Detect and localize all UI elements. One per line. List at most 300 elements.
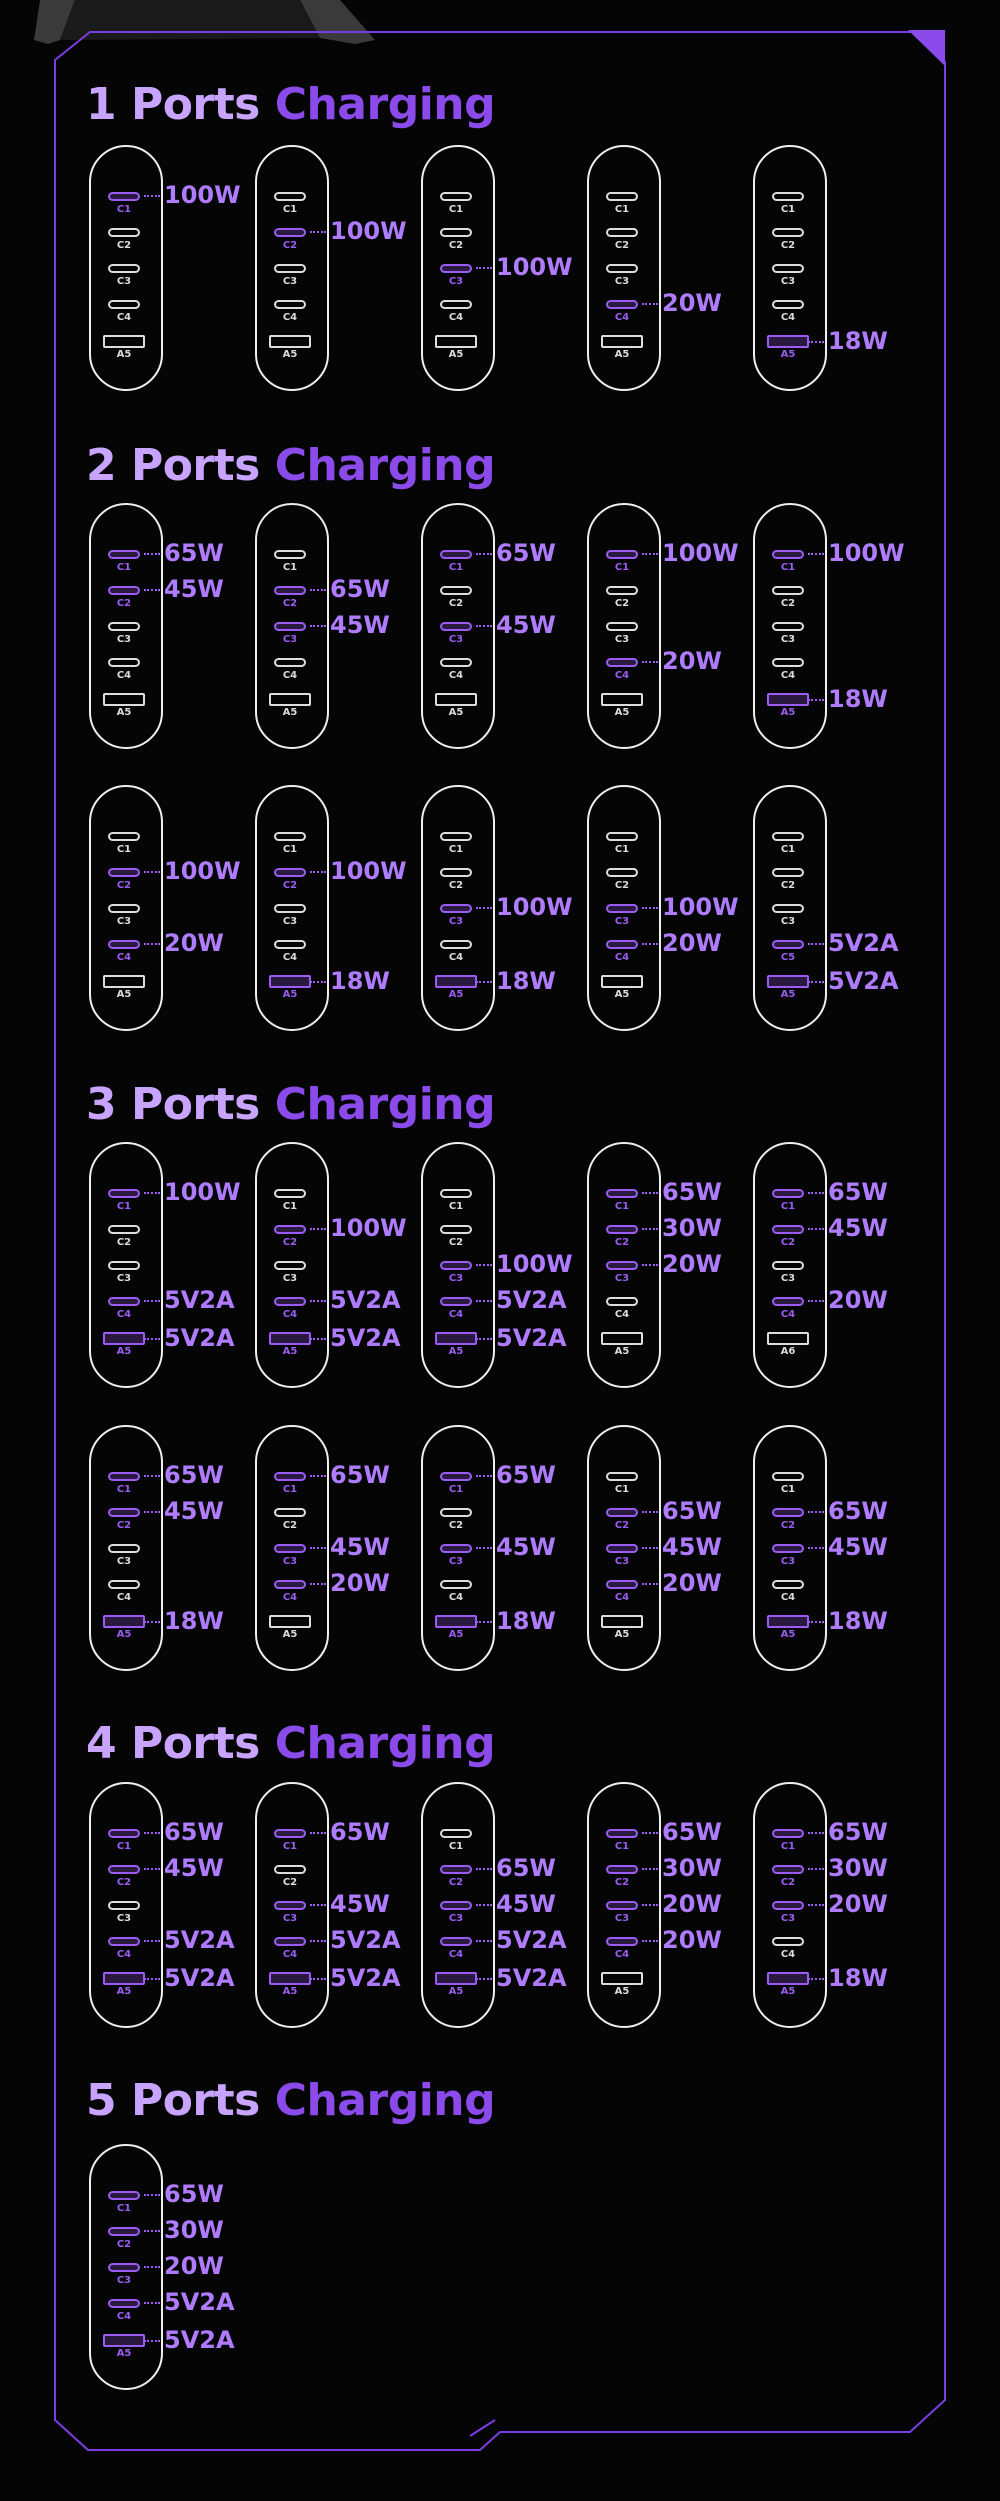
output-value: 5V2A [330, 1964, 401, 1992]
output-value: 100W [496, 893, 573, 921]
section-title-main: Ports [130, 1079, 260, 1130]
leader-line [476, 1264, 492, 1266]
leader-line [310, 1904, 326, 1906]
usb-c-port-icon [274, 658, 306, 667]
section-title-accent: Charging [274, 1718, 496, 1769]
leader-line [642, 1192, 658, 1194]
leader-line [808, 1978, 824, 1980]
output-value: 20W [828, 1286, 888, 1314]
port-label: C1 [780, 844, 796, 855]
section-port-count: 2 [86, 440, 117, 491]
section-port-count: 5 [86, 2075, 117, 2126]
port-label: C2 [282, 1520, 298, 1531]
port-label: A5 [116, 1629, 132, 1640]
charger-diagram [750, 1782, 930, 2032]
port-label: C1 [614, 1841, 630, 1852]
output-value: 5V2A [828, 967, 899, 995]
usb-a-port-icon [269, 693, 311, 706]
output-value: 20W [662, 647, 722, 675]
output-value: 45W [164, 1854, 224, 1882]
usb-c-port-icon [108, 904, 140, 913]
usb-c-port-icon [772, 1508, 804, 1517]
leader-line [310, 1338, 326, 1340]
leader-line [642, 1904, 658, 1906]
output-value: 45W [330, 1890, 390, 1918]
leader-line [144, 1868, 160, 1870]
charger-diagram [252, 1142, 432, 1392]
port-label: C4 [448, 1949, 464, 1960]
leader-line [144, 553, 160, 555]
port-label: C4 [448, 312, 464, 323]
port-label: C2 [282, 598, 298, 609]
usb-c-port-icon [772, 300, 804, 309]
port-label: C2 [614, 598, 630, 609]
usb-c-port-icon [440, 1901, 472, 1910]
port-label: C4 [614, 1309, 630, 1320]
section-title-accent: Charging [274, 79, 496, 130]
usb-c-port-icon [274, 1472, 306, 1481]
usb-c-port-icon [606, 904, 638, 913]
port-label: C2 [282, 1877, 298, 1888]
leader-line [808, 341, 824, 343]
usb-c-port-icon [108, 1865, 140, 1874]
usb-c-port-icon [274, 1937, 306, 1946]
port-label: C1 [282, 204, 298, 215]
output-value: 100W [164, 1178, 241, 1206]
output-value: 18W [496, 1607, 556, 1635]
port-label: C4 [282, 1592, 298, 1603]
port-label: C1 [780, 204, 796, 215]
output-value: 45W [828, 1533, 888, 1561]
leader-line [642, 1832, 658, 1834]
leader-line [808, 981, 824, 983]
leader-line [144, 943, 160, 945]
usb-a-port-icon [601, 1332, 643, 1345]
port-label: C3 [614, 916, 630, 927]
port-label: A5 [780, 707, 796, 718]
output-value: 65W [828, 1497, 888, 1525]
usb-c-port-icon [440, 832, 472, 841]
port-label: C1 [614, 204, 630, 215]
usb-c-port-icon [440, 1865, 472, 1874]
output-value: 5V2A [330, 1324, 401, 1352]
output-value: 45W [164, 1497, 224, 1525]
port-label: C5 [780, 952, 796, 963]
leader-line [144, 1192, 160, 1194]
port-label: C2 [116, 880, 132, 891]
port-label: C2 [282, 880, 298, 891]
charger-diagram [252, 503, 432, 753]
usb-c-port-icon [772, 1225, 804, 1234]
port-label: A5 [116, 707, 132, 718]
usb-c-port-icon [606, 586, 638, 595]
usb-c-port-icon [772, 264, 804, 273]
leader-line [476, 1338, 492, 1340]
usb-c-port-icon [274, 1261, 306, 1270]
usb-c-port-icon [606, 658, 638, 667]
output-value: 100W [662, 893, 739, 921]
port-label: C2 [116, 1520, 132, 1531]
output-value: 5V2A [164, 1926, 235, 1954]
output-value: 45W [330, 611, 390, 639]
output-value: 20W [164, 2252, 224, 2280]
usb-c-port-icon [772, 1544, 804, 1553]
leader-line [642, 1940, 658, 1942]
leader-line [808, 1621, 824, 1623]
usb-a-port-icon [601, 335, 643, 348]
port-label: A5 [448, 989, 464, 1000]
output-value: 18W [828, 1607, 888, 1635]
port-label: A5 [614, 989, 630, 1000]
output-value: 45W [330, 1533, 390, 1561]
usb-c-port-icon [440, 1225, 472, 1234]
usb-c-port-icon [274, 264, 306, 273]
port-label: C4 [614, 952, 630, 963]
output-value: 18W [828, 327, 888, 355]
usb-c-port-icon [108, 1297, 140, 1306]
usb-c-port-icon [108, 1189, 140, 1198]
section-title-main: Ports [130, 440, 260, 491]
port-label: C1 [614, 844, 630, 855]
output-value: 5V2A [164, 1324, 235, 1352]
usb-a-port-icon [269, 1972, 311, 1985]
section-title [86, 2074, 495, 2128]
output-value: 5V2A [496, 1964, 567, 1992]
port-label: C4 [282, 670, 298, 681]
charger-diagram [584, 503, 764, 753]
usb-c-port-icon [606, 832, 638, 841]
port-label: C3 [116, 1556, 132, 1567]
port-label: A5 [780, 349, 796, 360]
port-label: C2 [780, 1237, 796, 1248]
output-value: 30W [662, 1854, 722, 1882]
output-value: 30W [828, 1854, 888, 1882]
charger-diagram [750, 1142, 930, 1392]
output-value: 18W [828, 1964, 888, 1992]
usb-c-port-icon [606, 1508, 638, 1517]
usb-c-port-icon [108, 2227, 140, 2236]
port-label: C3 [614, 1556, 630, 1567]
leader-line [476, 1300, 492, 1302]
output-value: 20W [828, 1890, 888, 1918]
usb-c-port-icon [108, 1508, 140, 1517]
output-value: 65W [164, 539, 224, 567]
usb-c-port-icon [108, 550, 140, 559]
leader-line [144, 1475, 160, 1477]
leader-line [476, 553, 492, 555]
usb-c-port-icon [108, 1580, 140, 1589]
port-label: C3 [116, 1273, 132, 1284]
port-label: C3 [448, 1273, 464, 1284]
output-value: 5V2A [330, 1286, 401, 1314]
output-value: 18W [828, 685, 888, 713]
usb-c-port-icon [108, 1261, 140, 1270]
output-value: 65W [662, 1178, 722, 1206]
charger-diagram [750, 145, 930, 395]
usb-c-port-icon [772, 940, 804, 949]
port-label: C2 [448, 1237, 464, 1248]
port-label: A5 [282, 1986, 298, 1997]
port-label: C2 [116, 1237, 132, 1248]
usb-c-port-icon [606, 1901, 638, 1910]
output-value: 30W [164, 2216, 224, 2244]
leader-line [642, 303, 658, 305]
leader-line [310, 589, 326, 591]
port-label: C2 [116, 598, 132, 609]
leader-line [310, 1940, 326, 1942]
usb-a-port-icon [435, 1332, 477, 1345]
usb-a-port-icon [767, 975, 809, 988]
usb-a-port-icon [103, 335, 145, 348]
usb-c-port-icon [440, 1508, 472, 1517]
port-label: C3 [116, 634, 132, 645]
charger-diagram [252, 145, 432, 395]
section-title-accent: Charging [274, 1079, 496, 1130]
leader-line [310, 871, 326, 873]
usb-c-port-icon [772, 1865, 804, 1874]
usb-c-port-icon [274, 1901, 306, 1910]
leader-line [144, 1300, 160, 1302]
usb-c-port-icon [440, 1261, 472, 1270]
leader-line [310, 1978, 326, 1980]
section-port-count: 3 [86, 1079, 117, 1130]
port-label: C2 [780, 880, 796, 891]
usb-a-port-icon [103, 1615, 145, 1628]
usb-c-port-icon [772, 1189, 804, 1198]
port-label: C2 [780, 1877, 796, 1888]
port-label: A5 [116, 349, 132, 360]
output-value: 45W [496, 1890, 556, 1918]
leader-line [808, 1300, 824, 1302]
leader-line [642, 907, 658, 909]
output-value: 20W [662, 1926, 722, 1954]
port-label: C1 [116, 844, 132, 855]
usb-c-port-icon [108, 832, 140, 841]
usb-c-port-icon [274, 868, 306, 877]
output-value: 65W [164, 1461, 224, 1489]
charger-diagram [418, 785, 598, 1035]
leader-line [808, 943, 824, 945]
leader-line [808, 1904, 824, 1906]
port-label: C4 [780, 312, 796, 323]
usb-c-port-icon [440, 228, 472, 237]
usb-c-port-icon [274, 300, 306, 309]
usb-a-port-icon [435, 1615, 477, 1628]
port-label: C1 [614, 1484, 630, 1495]
leader-line [310, 981, 326, 983]
output-value: 30W [662, 1214, 722, 1242]
usb-a-port-icon [767, 335, 809, 348]
charger-diagram [86, 2144, 266, 2394]
port-label: C2 [780, 598, 796, 609]
port-label: C1 [282, 1841, 298, 1852]
usb-c-port-icon [772, 832, 804, 841]
leader-line [808, 1547, 824, 1549]
charger-diagram [86, 1782, 266, 2032]
port-label: C3 [614, 1273, 630, 1284]
leader-line [642, 1868, 658, 1870]
port-label: C4 [614, 1592, 630, 1603]
section-title [86, 1717, 495, 1771]
leader-line [144, 2194, 160, 2196]
charger-diagram [584, 1425, 764, 1675]
output-value: 65W [828, 1178, 888, 1206]
output-value: 20W [330, 1569, 390, 1597]
port-label: C1 [116, 562, 132, 573]
port-label: C1 [780, 562, 796, 573]
output-value: 18W [496, 967, 556, 995]
usb-c-port-icon [274, 192, 306, 201]
port-label: C4 [116, 2311, 132, 2322]
usb-c-port-icon [606, 1829, 638, 1838]
port-label: C3 [614, 276, 630, 287]
usb-c-port-icon [440, 1472, 472, 1481]
usb-a-port-icon [103, 2334, 145, 2347]
port-label: A5 [448, 1986, 464, 1997]
usb-c-port-icon [274, 1544, 306, 1553]
output-value: 5V2A [828, 929, 899, 957]
port-label: C2 [614, 1877, 630, 1888]
usb-c-port-icon [772, 228, 804, 237]
port-label: C2 [448, 880, 464, 891]
usb-a-port-icon [269, 335, 311, 348]
usb-a-port-icon [767, 1615, 809, 1628]
usb-c-port-icon [108, 1901, 140, 1910]
port-label: C1 [780, 1484, 796, 1495]
leader-line [144, 2230, 160, 2232]
leader-line [310, 625, 326, 627]
port-label: C3 [780, 1556, 796, 1567]
leader-line [476, 625, 492, 627]
output-value: 5V2A [164, 2326, 235, 2354]
usb-c-port-icon [606, 550, 638, 559]
port-label: A5 [116, 1986, 132, 1997]
port-label: C1 [448, 1841, 464, 1852]
leader-line [144, 871, 160, 873]
usb-c-port-icon [440, 1937, 472, 1946]
port-label: A6 [780, 1346, 796, 1357]
output-value: 5V2A [496, 1286, 567, 1314]
usb-c-port-icon [606, 1189, 638, 1198]
port-label: C1 [448, 1201, 464, 1212]
charger-diagram [86, 785, 266, 1035]
usb-c-port-icon [274, 622, 306, 631]
charger-diagram [252, 1425, 432, 1675]
leader-line [310, 1832, 326, 1834]
port-label: A5 [282, 1629, 298, 1640]
leader-line [144, 1832, 160, 1834]
usb-c-port-icon [440, 658, 472, 667]
output-value: 100W [330, 217, 407, 245]
usb-c-port-icon [772, 586, 804, 595]
usb-c-port-icon [274, 1297, 306, 1306]
port-label: C1 [614, 1201, 630, 1212]
port-label: C2 [448, 598, 464, 609]
leader-line [476, 1978, 492, 1980]
usb-c-port-icon [440, 868, 472, 877]
output-value: 45W [662, 1533, 722, 1561]
leader-line [144, 589, 160, 591]
output-value: 45W [828, 1214, 888, 1242]
leader-line [310, 1547, 326, 1549]
port-label: C4 [282, 952, 298, 963]
output-value: 5V2A [496, 1926, 567, 1954]
leader-line [476, 1868, 492, 1870]
output-value: 100W [330, 1214, 407, 1242]
leader-line [642, 1547, 658, 1549]
leader-line [476, 1940, 492, 1942]
usb-c-port-icon [440, 586, 472, 595]
output-value: 65W [496, 1854, 556, 1882]
port-label: A5 [780, 1629, 796, 1640]
usb-c-port-icon [440, 1829, 472, 1838]
output-value: 65W [662, 1818, 722, 1846]
port-label: C1 [448, 562, 464, 573]
port-label: C3 [780, 276, 796, 287]
section-title-main: Ports [130, 2075, 260, 2126]
usb-c-port-icon [440, 1297, 472, 1306]
port-label: C1 [116, 204, 132, 215]
output-value: 5V2A [330, 1926, 401, 1954]
usb-c-port-icon [108, 586, 140, 595]
charger-diagram [750, 785, 930, 1035]
usb-a-port-icon [269, 1615, 311, 1628]
usb-c-port-icon [440, 622, 472, 631]
leader-line [310, 231, 326, 233]
port-label: C4 [116, 1309, 132, 1320]
port-label: C4 [282, 312, 298, 323]
usb-c-port-icon [772, 1580, 804, 1589]
usb-c-port-icon [108, 1937, 140, 1946]
output-value: 45W [496, 611, 556, 639]
output-value: 65W [828, 1818, 888, 1846]
port-label: C1 [282, 562, 298, 573]
output-value: 100W [330, 857, 407, 885]
port-label: C3 [116, 1913, 132, 1924]
port-label: A5 [116, 2348, 132, 2359]
port-label: C4 [116, 952, 132, 963]
usb-c-port-icon [772, 868, 804, 877]
leader-line [144, 1978, 160, 1980]
leader-line [642, 1264, 658, 1266]
leader-line [144, 1621, 160, 1623]
output-value: 5V2A [496, 1324, 567, 1352]
usb-c-port-icon [108, 868, 140, 877]
port-label: C1 [448, 204, 464, 215]
port-label: C4 [116, 1949, 132, 1960]
charger-diagram [418, 1425, 598, 1675]
port-label: C1 [780, 1841, 796, 1852]
usb-c-port-icon [274, 832, 306, 841]
usb-c-port-icon [108, 228, 140, 237]
port-label: C3 [282, 276, 298, 287]
charger-diagram [86, 1425, 266, 1675]
charger-diagram [418, 145, 598, 395]
output-value: 65W [496, 539, 556, 567]
port-label: C3 [448, 1913, 464, 1924]
charger-diagram [252, 1782, 432, 2032]
port-label: C1 [282, 1484, 298, 1495]
usb-c-port-icon [440, 550, 472, 559]
section-title [86, 1078, 495, 1132]
port-label: C2 [614, 1237, 630, 1248]
leader-line [808, 1832, 824, 1834]
output-value: 5V2A [164, 1964, 235, 1992]
port-label: C3 [448, 634, 464, 645]
port-label: A5 [614, 1986, 630, 1997]
output-value: 100W [496, 253, 573, 281]
usb-c-port-icon [772, 1901, 804, 1910]
